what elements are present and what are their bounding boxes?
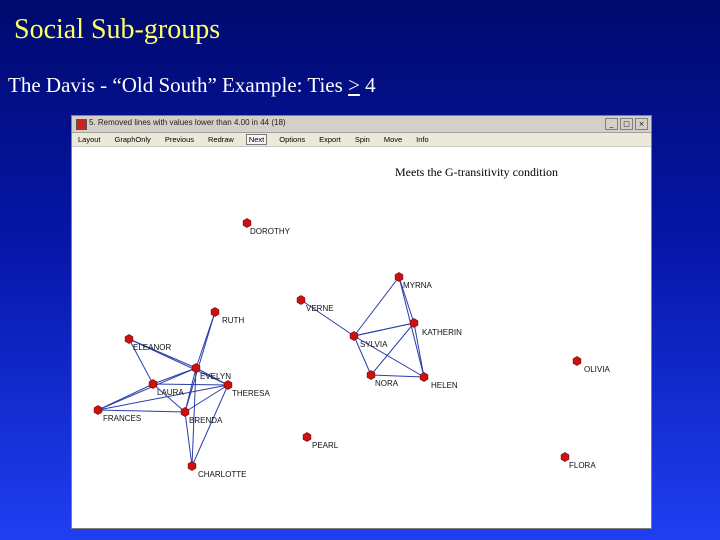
node-label-nora: NORA xyxy=(375,379,399,388)
edge-laura-theresa xyxy=(153,384,228,385)
edge-myrna-helen xyxy=(399,277,424,377)
node-label-ruth: RUTH xyxy=(222,316,245,325)
node-nora[interactable] xyxy=(367,371,375,380)
node-label-dorothy: DOROTHY xyxy=(250,227,290,236)
graph-edges xyxy=(72,147,651,528)
node-label-katherine: KATHERIN xyxy=(422,328,462,337)
menu-options[interactable]: Options xyxy=(279,135,306,144)
menu-spin[interactable]: Spin xyxy=(354,135,370,144)
subtitle-prefix: The Davis - “Old South” Example: Ties xyxy=(8,73,349,97)
node-label-myrna: MYRNA xyxy=(403,281,432,290)
g-transitivity-note: Meets the G-transitivity condition xyxy=(395,165,558,179)
edge-theresa-charlotte xyxy=(192,385,228,466)
edge-nora-helen xyxy=(371,375,424,377)
slide-title: Social Sub-groups xyxy=(14,14,221,45)
menu-redraw[interactable]: Redraw xyxy=(208,135,234,144)
node-sylvia[interactable] xyxy=(350,332,358,341)
slide-subtitle xyxy=(8,73,376,98)
node-label-eleanor: ELEANOR xyxy=(133,343,172,352)
node-label-helen: HELEN xyxy=(431,381,458,390)
node-label-pearl: PEARL xyxy=(312,441,339,450)
edge-ruth-brenda xyxy=(185,312,215,412)
node-charlotte[interactable] xyxy=(188,462,196,471)
node-label-charlotte: CHARLOTTE xyxy=(198,470,247,479)
node-katherine[interactable] xyxy=(410,319,418,328)
node-flora[interactable] xyxy=(561,453,569,462)
node-label-verne: VERNE xyxy=(306,304,334,313)
graph-canvas[interactable] xyxy=(72,147,651,528)
node-evelyn[interactable] xyxy=(192,364,200,373)
menu-layout[interactable]: Layout xyxy=(78,135,101,144)
node-brenda[interactable] xyxy=(181,408,189,417)
node-verne[interactable] xyxy=(297,296,305,305)
app-icon xyxy=(76,119,87,130)
node-label-theresa: THERESA xyxy=(232,389,270,398)
window-title: 5. Removed lines with values lower than 4.00 in 44 (18) xyxy=(89,118,286,127)
edge-laura-frances xyxy=(98,384,153,410)
node-olivia[interactable] xyxy=(573,357,581,366)
menu-move[interactable]: Move xyxy=(383,135,403,144)
node-myrna[interactable] xyxy=(395,273,403,282)
node-label-evelyn: EVELYN xyxy=(200,372,231,381)
node-helen[interactable] xyxy=(420,373,428,382)
node-label-brenda: BRENDA xyxy=(189,416,223,425)
menu-graph-only[interactable]: GraphOnly xyxy=(114,135,151,144)
subtitle-suffix: 4 xyxy=(359,73,376,97)
node-eleanor[interactable] xyxy=(125,335,133,344)
node-label-laura: LAURA xyxy=(157,388,184,397)
close-button[interactable]: × xyxy=(635,118,648,130)
greater-equal-symbol: > xyxy=(348,73,360,97)
node-label-frances: FRANCES xyxy=(103,414,142,423)
node-label-olivia: OLIVIA xyxy=(584,365,610,374)
menubar xyxy=(72,133,651,147)
node-frances[interactable] xyxy=(94,406,102,415)
maximize-button[interactable]: □ xyxy=(620,118,633,130)
node-pearl[interactable] xyxy=(303,433,311,442)
menu-info[interactable]: Info xyxy=(416,135,429,144)
menu-export[interactable]: Export xyxy=(319,135,341,144)
menu-previous[interactable]: Previous xyxy=(164,135,194,144)
pajek-draw-window xyxy=(71,115,652,529)
node-ruth[interactable] xyxy=(211,308,219,317)
minimize-button[interactable]: _ xyxy=(605,118,618,130)
edge-brenda-frances xyxy=(98,410,185,412)
node-label-flora: FLORA xyxy=(569,461,596,470)
window-titlebar[interactable] xyxy=(72,116,651,133)
menu-next[interactable]: Next xyxy=(246,134,267,145)
edge-myrna-sylvia xyxy=(354,277,399,336)
node-label-sylvia: SYLVIA xyxy=(360,340,388,349)
node-laura[interactable] xyxy=(149,380,157,389)
node-theresa[interactable] xyxy=(224,381,232,390)
